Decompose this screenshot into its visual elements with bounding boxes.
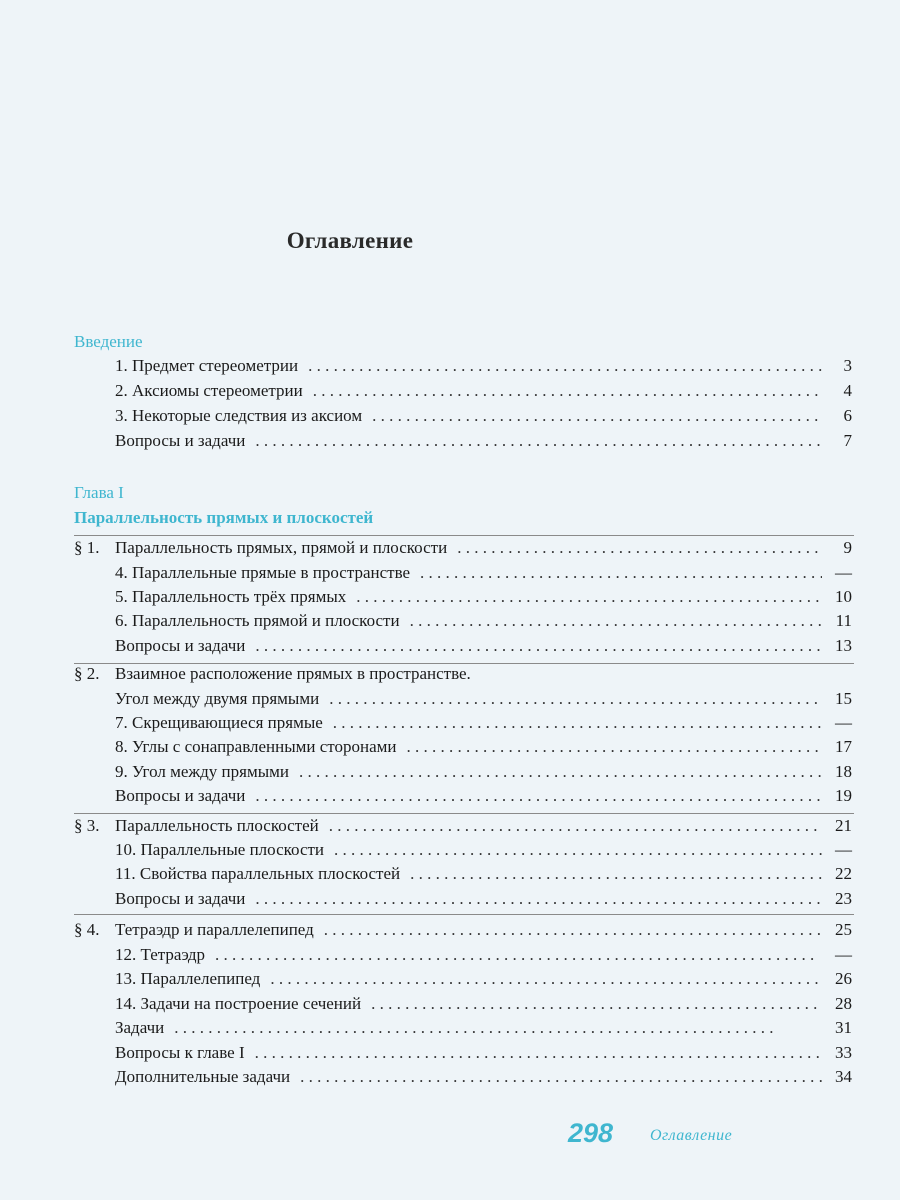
dot-leader	[356, 587, 822, 607]
chapter-heading: Глава I	[74, 483, 124, 502]
toc-entry	[74, 563, 852, 587]
dot-leader	[372, 406, 822, 426]
divider	[74, 914, 854, 915]
entry-title: Взаимное расположение прямых в пространстве.	[115, 664, 471, 683]
toc-entry	[74, 664, 852, 688]
page-ref: 25	[835, 920, 852, 939]
toc-entry	[74, 713, 852, 737]
toc-entry	[74, 920, 852, 944]
entry-title: 8. Углы с сонаправленными сторонами	[115, 737, 397, 756]
page-ref: 19	[835, 786, 852, 805]
entry-title: 9. Угол между прямыми	[115, 762, 290, 781]
page-ref: 22	[835, 864, 852, 883]
dot-leader	[299, 762, 822, 782]
toc-entry	[74, 969, 852, 993]
running-footer: Оглавление	[650, 1127, 733, 1144]
entry-title: 2. Аксиомы стереометрии	[115, 381, 303, 400]
page-number: 298	[568, 1118, 614, 1148]
page-ref: 26	[835, 969, 852, 988]
toc-entry	[74, 786, 852, 810]
section-number: § 4.	[74, 920, 100, 939]
page-ref: —	[835, 563, 852, 582]
dot-leader	[255, 1043, 822, 1063]
entry-title: 14. Задачи на построение сечений	[115, 994, 362, 1013]
dot-leader	[215, 945, 822, 965]
dot-leader	[300, 1067, 822, 1087]
dot-leader	[420, 563, 822, 583]
entry-title: Тетраэдр и параллелепипед	[115, 920, 314, 939]
page-ref: 33	[835, 1043, 852, 1062]
page-ref: 3	[843, 356, 852, 375]
entry-title: Параллельность прямых, прямой и плоскости	[115, 538, 448, 557]
toc-entry	[74, 816, 852, 840]
entry-title: 6. Параллельность прямой и плоскости	[115, 611, 400, 630]
toc-entry	[74, 689, 852, 713]
divider	[74, 535, 854, 536]
dot-leader	[334, 840, 822, 860]
page-ref: 11	[835, 611, 852, 630]
entry-title: 7. Скрещивающиеся прямые	[115, 713, 323, 732]
page-ref: 6	[843, 406, 852, 425]
toc-entry	[74, 945, 852, 969]
page-ref: 18	[835, 762, 852, 781]
page-ref: 10	[835, 587, 852, 606]
section-number: § 2.	[74, 664, 100, 683]
entry-title: 1. Предмет стереометрии	[115, 356, 299, 375]
toc-entry	[74, 587, 852, 611]
toc-entry	[74, 381, 852, 405]
toc-entry	[74, 737, 852, 761]
dot-leader	[410, 864, 822, 884]
page-ref: 17	[835, 737, 852, 756]
toc-entry	[74, 356, 852, 380]
page-ref: 9	[843, 538, 852, 557]
section-number: § 1.	[74, 538, 100, 557]
page-ref: 21	[835, 816, 852, 835]
dot-leader	[255, 636, 822, 656]
dot-leader	[333, 713, 822, 733]
toc-entry	[74, 840, 852, 864]
dot-leader	[407, 737, 822, 757]
entry-title: Вопросы и задачи	[115, 431, 246, 450]
page-ref: 31	[835, 1018, 852, 1037]
dot-leader	[410, 611, 822, 631]
toc-entry	[74, 864, 852, 888]
page-ref: 7	[843, 431, 852, 450]
toc-entry	[74, 431, 852, 455]
dot-leader	[270, 969, 822, 989]
entry-title: 13. Параллелепипед	[115, 969, 261, 988]
divider	[74, 813, 854, 814]
dot-leader	[329, 689, 822, 709]
page-ref: 23	[835, 889, 852, 908]
page-ref: 28	[835, 994, 852, 1013]
dot-leader	[255, 786, 822, 806]
toc-entry	[74, 1018, 852, 1042]
entry-title: 5. Параллельность трёх прямых	[115, 587, 347, 606]
entry-title: Дополнительные задачи	[115, 1067, 291, 1086]
toc-entry	[74, 636, 852, 660]
entry-title: Угол между двумя прямыми	[115, 689, 320, 708]
page-ref: —	[835, 840, 852, 859]
toc-entry	[74, 1043, 852, 1067]
dot-leader	[371, 994, 822, 1014]
toc-entry	[74, 1067, 852, 1091]
dot-leader	[457, 538, 822, 558]
toc-entry	[74, 611, 852, 635]
entry-title: Задачи	[115, 1018, 165, 1037]
toc-entry	[74, 406, 852, 430]
dot-leader	[313, 381, 822, 401]
dot-leader	[255, 889, 822, 909]
toc-entry	[74, 889, 852, 913]
dot-leader	[255, 431, 822, 451]
page-title: Оглавление	[286, 228, 414, 253]
dot-leader	[174, 1018, 822, 1038]
page-ref: 15	[835, 689, 852, 708]
entry-title: Вопросы и задачи	[115, 786, 246, 805]
entry-title: 3. Некоторые следствия из аксиом	[115, 406, 363, 425]
page-ref: 34	[835, 1067, 852, 1086]
page-ref: 4	[843, 381, 852, 400]
page-ref: —	[835, 945, 852, 964]
page-ref: —	[835, 713, 852, 732]
entry-title: 10. Параллельные плоскости	[115, 840, 325, 859]
entry-title: Вопросы и задачи	[115, 889, 246, 908]
toc-entry	[74, 994, 852, 1018]
toc-entry	[74, 538, 852, 562]
dot-leader	[324, 920, 822, 940]
entry-title: Вопросы к главе I	[115, 1043, 245, 1062]
chapter-title: Параллельность прямых и плоскостей	[74, 508, 374, 527]
entry-title: 12. Тетраэдр	[115, 945, 206, 964]
entry-title: 4. Параллельные прямые в пространстве	[115, 563, 411, 582]
dot-leader	[329, 816, 822, 836]
entry-title: 11. Свойства параллельных плоскостей	[115, 864, 401, 883]
entry-title: Параллельность плоскостей	[115, 816, 319, 835]
entry-title: Вопросы и задачи	[115, 636, 246, 655]
toc-entry	[74, 762, 852, 786]
intro-heading: Введение	[74, 332, 143, 351]
dot-leader	[308, 356, 822, 376]
page-ref: 13	[835, 636, 852, 655]
section-number: § 3.	[74, 816, 100, 835]
